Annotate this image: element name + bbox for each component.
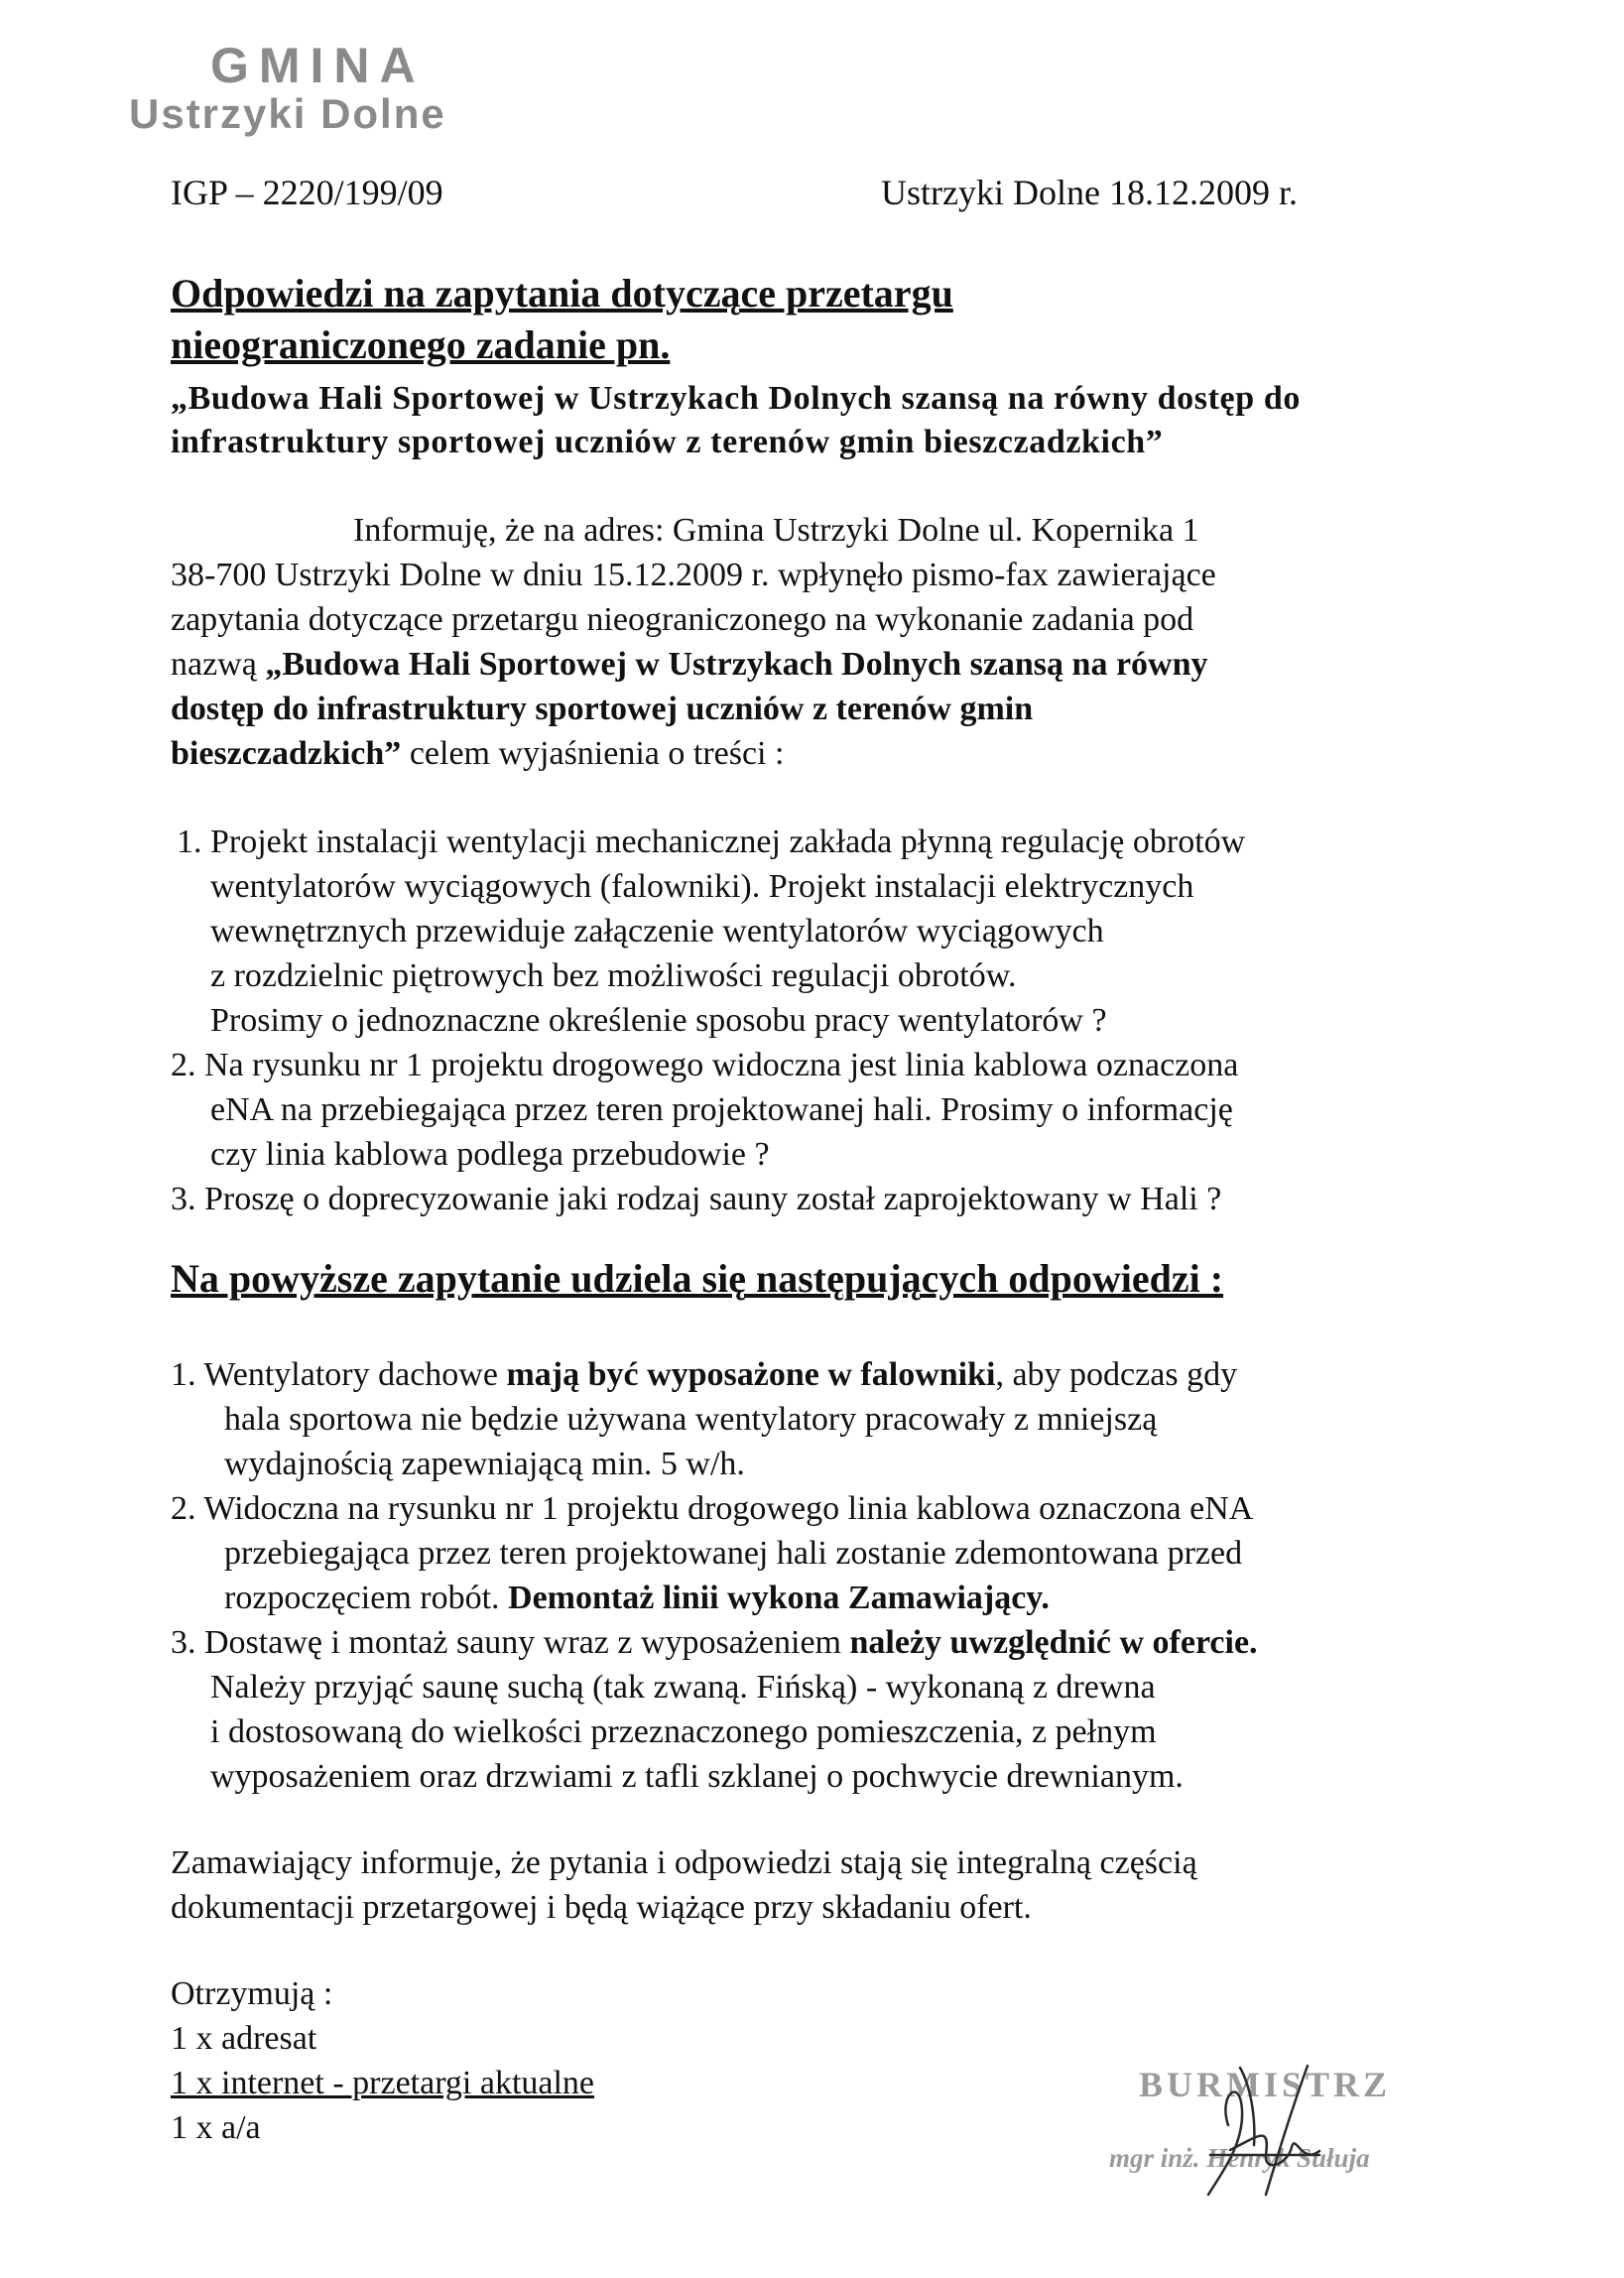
- place-and-date: Ustrzyki Dolne 18.12.2009 r.: [881, 173, 1298, 212]
- answer-3-bold: należy uwzględnić w ofercie.: [849, 1624, 1258, 1661]
- mayor-stamp-name: mgr inż. Henryk Sułuja: [1109, 2143, 1370, 2173]
- answer-2-line3: [224, 1576, 1050, 1620]
- question-3-line1: 3. Proszę o doprecyzowanie jaki rodzaj sauny został zaprojektowany w Hali ?: [171, 1181, 1222, 1217]
- answer-3-line4: wyposażeniem oraz drzwiami z tafli szklanej o pochwycie drewnianym.: [210, 1758, 1184, 1795]
- answer-1-line1: [171, 1352, 1237, 1397]
- intro-line1: Informuję, że na adres: Gmina Ustrzyki Dolne ul. Kopernika 1: [353, 512, 1199, 549]
- intro-line2: 38-700 Ustrzyki Dolne w dniu 15.12.2009 r. wpłynęło pismo-fax zawierające: [171, 557, 1216, 593]
- answers-heading: Na powyższe zapytanie udziela się następujących odpowiedzi :: [171, 1256, 1224, 1301]
- task-title-line1: „Budowa Hali Sportowej w Ustrzykach Dolnych szansą na równy dostęp do: [171, 380, 1301, 417]
- closing-line1: Zamawiający informuje, że pytania i odpowiedzi stają się integralną częścią: [171, 1844, 1197, 1881]
- intro-line4-text: nazwą: [171, 646, 266, 683]
- answer-3-line2: Należy przyjąć saunę suchą (tak zwaną. Fińską) - wykonaną z drewna: [210, 1669, 1156, 1706]
- question-1-line3: wewnętrznych przewiduje załączenie wentylatorów wyciągowych: [210, 913, 1104, 949]
- question-1-line1: 1. Projekt instalacji wentylacji mechanicznej zakłada płynną regulację obrotów: [177, 823, 1246, 860]
- closing-line2: dokumentacji przetargowej i będą wiążące przy składaniu ofert.: [171, 1889, 1032, 1926]
- answer-3-text: 3. Dostawę i montaż sauny wraz z wyposażeniem: [171, 1624, 850, 1661]
- stamp-line-gmina: GMINA: [210, 38, 426, 93]
- recipient-addressee: 1 x adresat: [171, 2020, 317, 2057]
- intro-line4: [171, 642, 1208, 687]
- question-2-line2: eNA na przebiegająca przez teren projektowanej hali. Prosimy o informację: [210, 1091, 1233, 1128]
- intro-line3: zapytania dotyczące przetargu nieograniczonego na wykonanie zadania pod: [171, 601, 1194, 638]
- municipality-stamp: [129, 40, 446, 136]
- recipients-title: Otrzymują :: [171, 1975, 333, 2012]
- answer-2-line2: przebiegająca przez teren projektowanej hali zostanie zdemontowana przed: [224, 1535, 1243, 1572]
- answer-1-text-b: , aby podczas gdy: [995, 1356, 1238, 1393]
- intro-line6-text: celem wyjaśnienia o treści :: [401, 735, 785, 772]
- question-1-line4: z rozdzielnic piętrowych bez możliwości regulacji obrotów.: [210, 957, 1017, 994]
- document-heading-line1: Odpowiedzi na zapytania dotyczące przetargu: [171, 271, 953, 316]
- recipient-archive: 1 x a/a: [171, 2109, 261, 2146]
- stamp-line-town: Ustrzyki Dolne: [129, 89, 446, 137]
- reference-number: IGP – 2220/199/09: [171, 173, 443, 212]
- intro-line5: dostęp do infrastruktury sportowej uczniów z terenów gmin: [171, 691, 1034, 727]
- task-title-line2: infrastruktury sportowej uczniów z terenów gmin bieszczadzkich”: [171, 424, 1164, 460]
- question-2-line3: czy linia kablowa podlega przebudowie ?: [210, 1136, 770, 1173]
- question-1-line2: wentylatorów wyciągowych (falowniki). Projekt instalacji elektrycznych: [210, 868, 1194, 905]
- answer-3-line3: i dostosowaną do wielkości przeznaczonego pomieszczenia, z pełnym: [210, 1713, 1157, 1750]
- answer-1-text-a: 1. Wentylatory dachowe: [171, 1356, 507, 1393]
- mayor-stamp-title: BURMISTRZ: [1139, 2065, 1392, 2104]
- answer-2-bold: Demontaż linii wykona Zamawiający.: [508, 1580, 1050, 1616]
- document-heading-line2: nieograniczonego zadanie pn.: [171, 322, 671, 367]
- question-1-line5: Prosimy o jednoznaczne określenie sposobu pracy wentylatorów ?: [210, 1002, 1107, 1039]
- answer-1-bold: mają być wyposażone w falowniki: [506, 1356, 996, 1393]
- answer-2-text: rozpoczęciem robót.: [224, 1580, 509, 1616]
- recipient-internet: 1 x internet - przetargi aktualne: [171, 2065, 595, 2101]
- answer-2-line1: 2. Widoczna na rysunku nr 1 projektu drogowego linia kablowa oznaczona eNA: [171, 1490, 1254, 1527]
- intro-line6: [171, 731, 784, 776]
- answer-1-line2: hala sportowa nie będzie używana wentylatory pracowały z mniejszą: [224, 1401, 1158, 1438]
- answer-1-line3: wydajnością zapewniającą min. 5 w/h.: [224, 1446, 745, 1482]
- answer-3-line1: [171, 1620, 1258, 1665]
- handwritten-signature: [1171, 2056, 1369, 2205]
- intro-line6-bold: bieszczadzkich”: [171, 735, 402, 772]
- question-2-line1: 2. Na rysunku nr 1 projektu drogowego widoczna jest linia kablowa oznaczona: [171, 1047, 1239, 1083]
- intro-task-name: „Budowa Hali Sportowej w Ustrzykach Dolnych szansą na równy: [265, 646, 1208, 683]
